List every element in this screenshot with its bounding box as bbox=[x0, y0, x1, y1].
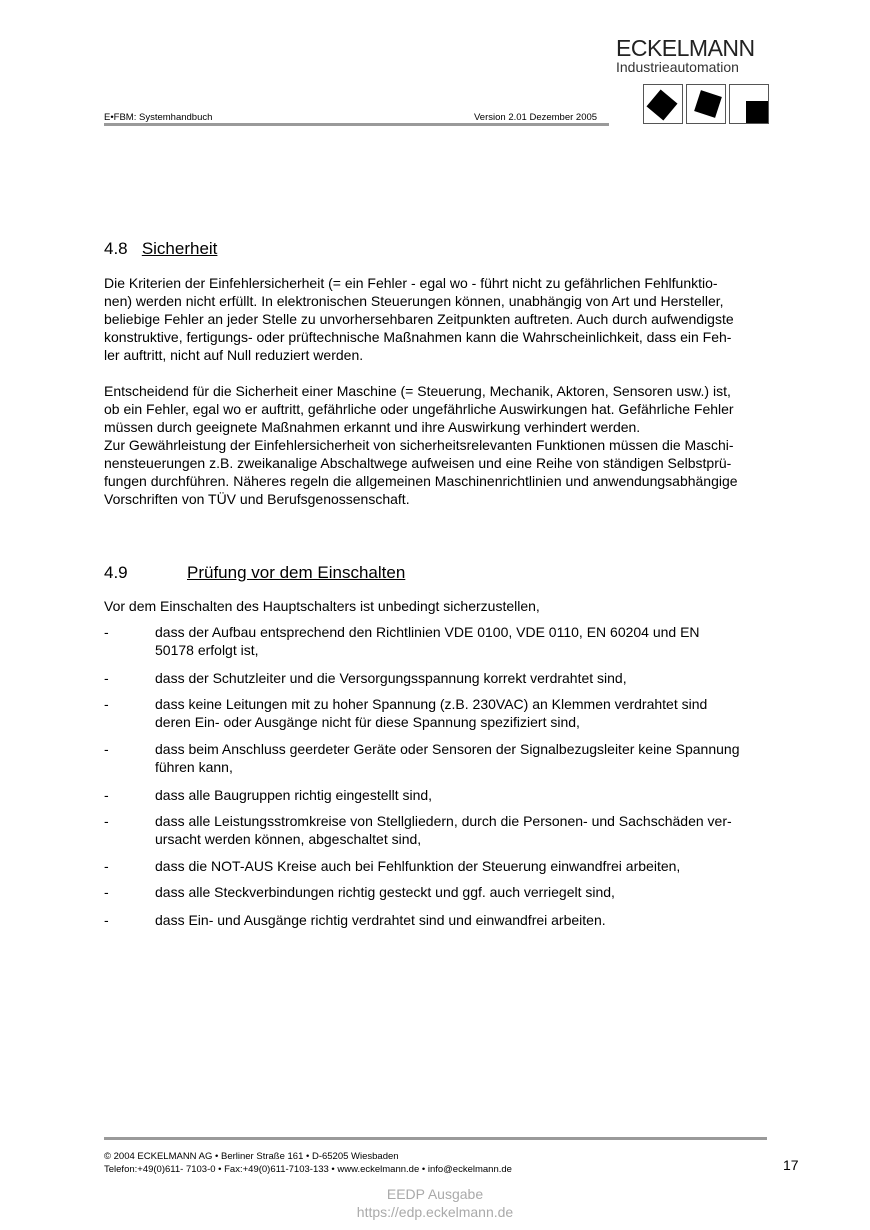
list-item-line: dass der Schutzleiter und die Versorgungsspannung korrekt verdrahtet sind, bbox=[155, 670, 627, 686]
paragraph-line: konstruktive, fertigungs- oder prüftechnische Maßnahmen kann die Wahrscheinlichkeit, dass ein Feh- bbox=[104, 329, 732, 345]
list-dash: - bbox=[104, 670, 109, 686]
list-dash: - bbox=[104, 741, 109, 757]
header-rule bbox=[104, 123, 609, 126]
list-item-line: dass alle Baugruppen richtig eingestellt sind, bbox=[155, 787, 433, 803]
paragraph-line: Entscheidend für die Sicherheit einer Maschine (= Steuerung, Mechanik, Aktoren, Sensoren usw.) ist, bbox=[104, 383, 731, 399]
list-item-text bbox=[155, 740, 739, 776]
footer-contact: Telefon:+49(0)611- 7103-0 • Fax:+49(0)611-7103-133 • www.eckelmann.de • info@eckelmann.de bbox=[104, 1164, 512, 1175]
list-item-line: dass beim Anschluss geerdeter Geräte oder Sensoren der Signalbezugsleiter keine Spannung bbox=[155, 741, 740, 757]
paragraph-line: fungen durchführen. Näheres regeln die allgemeinen Maschinenrichtlinien und anwendungsabhängige bbox=[104, 473, 738, 489]
paragraph-line: Zur Gewährleistung der Einfehlersicherheit von sicherheitsrelevanten Funktionen müssen die Maschi- bbox=[104, 437, 734, 453]
paragraph-line: Die Kriterien der Einfehlersicherheit (= ein Fehler - egal wo - führt nicht zu gefährlichen Fehlfunktio- bbox=[104, 275, 718, 291]
list-item-line: ursacht werden können, abgeschaltet sind, bbox=[155, 831, 422, 847]
list-item-text bbox=[155, 786, 432, 804]
list-item-line: dass keine Leitungen mit zu hoher Spannung (z.B. 230VAC) an Klemmen verdrahtet sind bbox=[155, 696, 708, 712]
list-dash: - bbox=[104, 813, 109, 829]
section-intro: Vor dem Einschalten des Hauptschalters ist unbedingt sicherzustellen, bbox=[104, 598, 540, 614]
section-title-4-9: Prüfung vor dem Einschalten bbox=[187, 563, 406, 582]
list-item-text bbox=[155, 695, 707, 731]
section-number-4-9: 4.9 bbox=[104, 563, 128, 582]
paragraph-line: müssen durch geeignete Maßnahmen erkannt und ihre Auswirkung verhindert werden. bbox=[104, 419, 641, 435]
watermark-url: https://edp.eckelmann.de bbox=[356, 1204, 514, 1220]
section-title: Sicherheit bbox=[141, 239, 218, 258]
list-item-line: 50178 erfolgt ist, bbox=[155, 642, 259, 658]
list-item-text bbox=[155, 883, 615, 901]
list-dash: - bbox=[104, 858, 109, 874]
list-item-text bbox=[155, 623, 700, 659]
footer-rule bbox=[104, 1137, 767, 1140]
list-dash: - bbox=[104, 884, 109, 900]
paragraph bbox=[104, 382, 774, 436]
paragraph bbox=[104, 436, 774, 508]
list-item-text bbox=[155, 812, 732, 848]
list-item-text bbox=[155, 911, 606, 929]
list-dash: - bbox=[104, 696, 109, 712]
list-item-line: dass der Aufbau entsprechend den Richtlinien VDE 0100, VDE 0110, EN 60204 und EN bbox=[155, 624, 700, 640]
list-dash: - bbox=[104, 912, 109, 928]
paragraph bbox=[104, 274, 774, 364]
footer-address: © 2004 ECKELMANN AG • Berliner Straße 161 • D-65205 Wiesbaden bbox=[104, 1151, 399, 1162]
list-item-line: dass Ein- und Ausgänge richtig verdrahtet sind und einwandfrei arbeiten. bbox=[155, 912, 606, 928]
section-heading-4-8 bbox=[104, 239, 217, 259]
logo-name: ECKELMANN bbox=[616, 35, 755, 61]
list-dash: - bbox=[104, 624, 109, 640]
page-number: 17 bbox=[783, 1157, 799, 1173]
paragraph-line: ler auftritt, nicht auf Null reduziert werden. bbox=[104, 347, 364, 363]
watermark-line1: EEDP Ausgabe bbox=[386, 1186, 484, 1202]
logo-subtitle: Industrieautomation bbox=[616, 59, 739, 75]
section-number: 4.8 bbox=[104, 239, 128, 258]
header-title: E•FBM: Systemhandbuch bbox=[104, 112, 213, 123]
list-item-text bbox=[155, 669, 627, 687]
list-item-line: führen kann, bbox=[155, 759, 233, 775]
header-version: Version 2.01 Dezember 2005 bbox=[474, 112, 598, 123]
list-item-line: dass alle Leistungsstromkreise von Stellgliedern, durch die Personen- und Sachschäden ver- bbox=[155, 813, 732, 829]
logo-box-2 bbox=[686, 84, 726, 124]
paragraph-line: ob ein Fehler, egal wo er auftritt, gefährliche oder ungefährliche Auswirkungen hat. Gefährliche Fehler bbox=[104, 401, 734, 417]
paragraph-line: Vorschriften von TÜV und Berufsgenossenschaft. bbox=[104, 491, 410, 507]
logo-box-1 bbox=[643, 84, 683, 124]
list-item-text bbox=[155, 857, 680, 875]
paragraph-line: nen) werden nicht erfüllt. In elektronischen Steuerungen können, unabhängig von Art und Hersteller, bbox=[104, 293, 724, 309]
list-item-line: dass alle Steckverbindungen richtig gesteckt und ggf. auch verriegelt sind, bbox=[155, 884, 615, 900]
logo-box-3 bbox=[729, 84, 769, 124]
list-dash: - bbox=[104, 787, 109, 803]
list-item-line: deren Ein- oder Ausgänge nicht für diese Spannung spezifiziert sind, bbox=[155, 714, 580, 730]
paragraph-line: beliebige Fehler an jeder Stelle zu unvorhersehbaren Zeitpunkten auftreten. Auch durch aufwendigste bbox=[104, 311, 734, 327]
list-item-line: dass die NOT-AUS Kreise auch bei Fehlfunktion der Steuerung einwandfrei arbeiten, bbox=[155, 858, 681, 874]
paragraph-line: nensteuerungen z.B. zweikanalige Abschaltwege aufweisen und eine Reihe von ständigen Selbstprü- bbox=[104, 455, 732, 471]
